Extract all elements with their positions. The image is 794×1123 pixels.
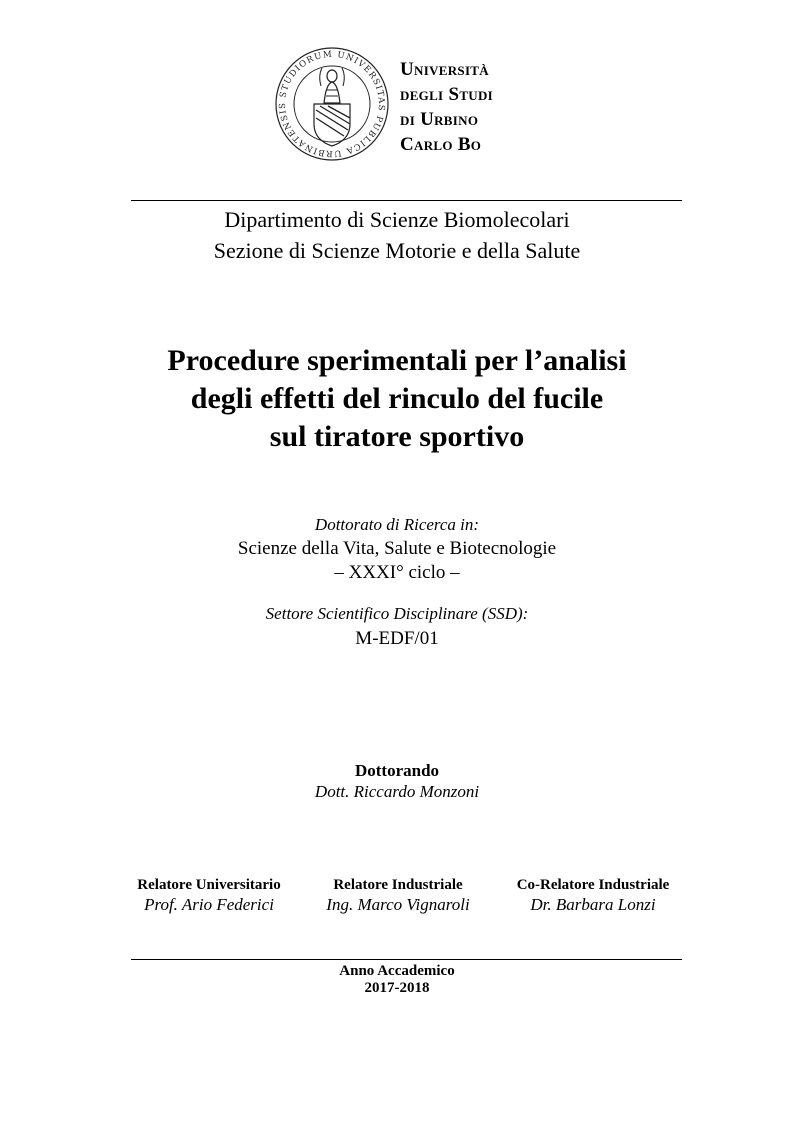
section-name: Sezione di Scienze Motorie e della Salute: [213, 238, 581, 263]
supervisor-name: Ing. Marco Vignaroli: [326, 895, 470, 914]
university-seal-logo: [274, 46, 390, 162]
university-name-line-1: Università: [400, 59, 489, 80]
co-supervisor-industrial: [503, 876, 683, 916]
doctorate-label: Dottorato di Ricerca in:: [314, 515, 480, 534]
doctorate-cycle: – XXXI° ciclo –: [334, 562, 460, 583]
thesis-title-line-1-b: per l’analisi: [474, 344, 627, 377]
bottom-divider: [131, 959, 682, 960]
supervisor-role: Relatore Universitario: [137, 877, 281, 893]
supervisor-industrial: [308, 876, 488, 916]
department-name: Dipartimento di Scienze Biomolecolari: [224, 207, 570, 232]
svg-text:STUDIORUM UNIVERSITAS PUBLICA: STUDIORUM UNIVERSITAS PUBLICA URBINATENSIS: [277, 49, 387, 159]
thesis-title-line-1-a: Procedure sperimentali: [167, 344, 468, 377]
thesis-title-line-1: [0, 342, 794, 380]
academic-year-value: 2017-2018: [364, 980, 430, 996]
doctorate-program: Scienze della Vita, Salute e Biotecnologie: [237, 538, 557, 559]
university-name-line-3: di Urbino: [400, 109, 479, 130]
supervisor-name: Prof. Ario Federici: [144, 895, 274, 914]
top-divider: [131, 200, 682, 201]
supervisor-role: Relatore Industriale: [333, 877, 463, 893]
candidate-name: Dott. Riccardo Monzoni: [314, 782, 480, 801]
thesis-title-line-3: sul tiratore sportivo: [269, 420, 525, 453]
university-name-line-4: Carlo Bo: [400, 134, 482, 155]
ssd-value: M-EDF/01: [355, 628, 439, 649]
candidate-role: Dottorando: [354, 761, 440, 780]
supervisor-name: Dr. Barbara Lonzi: [530, 895, 656, 914]
supervisor-university: [119, 876, 299, 916]
university-name-line-2: degli Studi: [400, 84, 494, 105]
supervisor-role: Co-Relatore Industriale: [516, 877, 670, 893]
thesis-title-line-2: degli effetti del rinculo del fucile: [190, 382, 604, 415]
ssd-label: Settore Scientifico Disciplinare (SSD):: [265, 604, 529, 623]
academic-year-label: Anno Accademico: [339, 963, 455, 979]
